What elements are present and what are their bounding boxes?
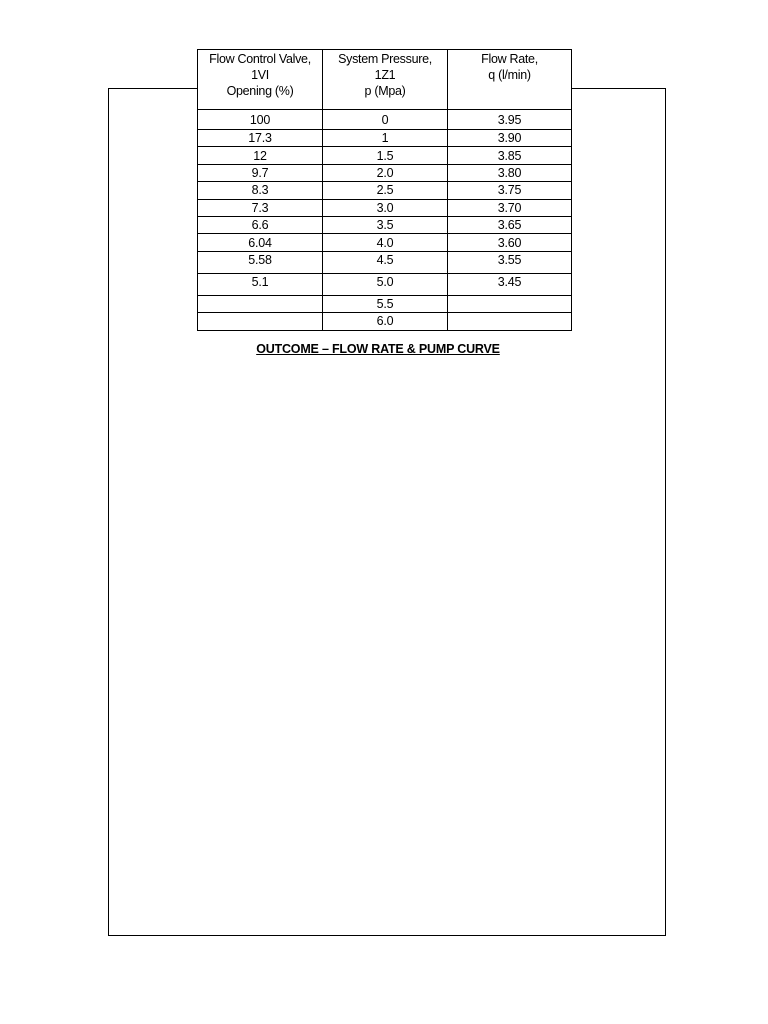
cell-flow-rate: 3.85 (448, 147, 572, 164)
cell-system-pressure: 4.0 (323, 234, 448, 251)
cell-flow-rate (448, 295, 572, 312)
cell-flow-rate (448, 313, 572, 330)
cell-system-pressure: 6.0 (323, 313, 448, 330)
table-row (198, 234, 572, 251)
cell-flow-rate: 3.65 (448, 216, 572, 233)
table-row (198, 110, 572, 130)
header-system-pressure (323, 50, 448, 110)
cell-system-pressure: 1.5 (323, 147, 448, 164)
table-header-row (198, 50, 572, 110)
header-text: Flow Control Valve, (209, 52, 311, 66)
header-text: Flow Rate, (481, 52, 538, 66)
cell-system-pressure: 3.0 (323, 199, 448, 216)
cell-flow-rate: 3.95 (448, 110, 572, 130)
cell-valve-opening: 17.3 (198, 130, 323, 147)
header-flow-rate (448, 50, 572, 110)
cell-system-pressure: 5.0 (323, 273, 448, 295)
cell-system-pressure: 2.5 (323, 182, 448, 199)
cell-valve-opening (198, 313, 323, 330)
table-row (198, 251, 572, 273)
cell-valve-opening: 100 (198, 110, 323, 130)
table-row (198, 273, 572, 295)
header-text: 1VI (251, 68, 269, 82)
cell-flow-rate: 3.70 (448, 199, 572, 216)
table-row (198, 182, 572, 199)
header-text: 1Z1 (374, 68, 396, 82)
cell-valve-opening: 5.1 (198, 273, 323, 295)
cell-valve-opening: 5.58 (198, 251, 323, 273)
header-text: q (l/min) (488, 68, 531, 82)
cell-system-pressure: 3.5 (323, 216, 448, 233)
cell-valve-opening (198, 295, 323, 312)
cell-system-pressure: 5.5 (323, 295, 448, 312)
cell-flow-rate: 3.45 (448, 273, 572, 295)
cell-valve-opening: 9.7 (198, 164, 323, 181)
cell-system-pressure: 1 (323, 130, 448, 147)
cell-system-pressure: 2.0 (323, 164, 448, 181)
outcome-heading: OUTCOME – FLOW RATE & PUMP CURVE (256, 342, 500, 356)
cell-flow-rate: 3.80 (448, 164, 572, 181)
table-row (198, 313, 572, 330)
cell-valve-opening: 12 (198, 147, 323, 164)
cell-system-pressure: 4.5 (323, 251, 448, 273)
cell-valve-opening: 6.6 (198, 216, 323, 233)
cell-system-pressure: 0 (323, 110, 448, 130)
header-text: System Pressure, (338, 52, 432, 66)
table-row (198, 216, 572, 233)
cell-flow-rate: 3.75 (448, 182, 572, 199)
cell-flow-rate: 3.90 (448, 130, 572, 147)
flow-rate-table (197, 49, 572, 331)
cell-valve-opening: 8.3 (198, 182, 323, 199)
cell-flow-rate: 3.55 (448, 251, 572, 273)
table-row (198, 199, 572, 216)
header-valve-opening (198, 50, 323, 110)
header-text: p (Mpa) (364, 84, 406, 98)
table-row (198, 147, 572, 164)
table-row (198, 164, 572, 181)
cell-valve-opening: 6.04 (198, 234, 323, 251)
cell-valve-opening: 7.3 (198, 199, 323, 216)
header-text: Opening (%) (226, 84, 294, 98)
table-row (198, 295, 572, 312)
cell-flow-rate: 3.60 (448, 234, 572, 251)
table-row (198, 130, 572, 147)
